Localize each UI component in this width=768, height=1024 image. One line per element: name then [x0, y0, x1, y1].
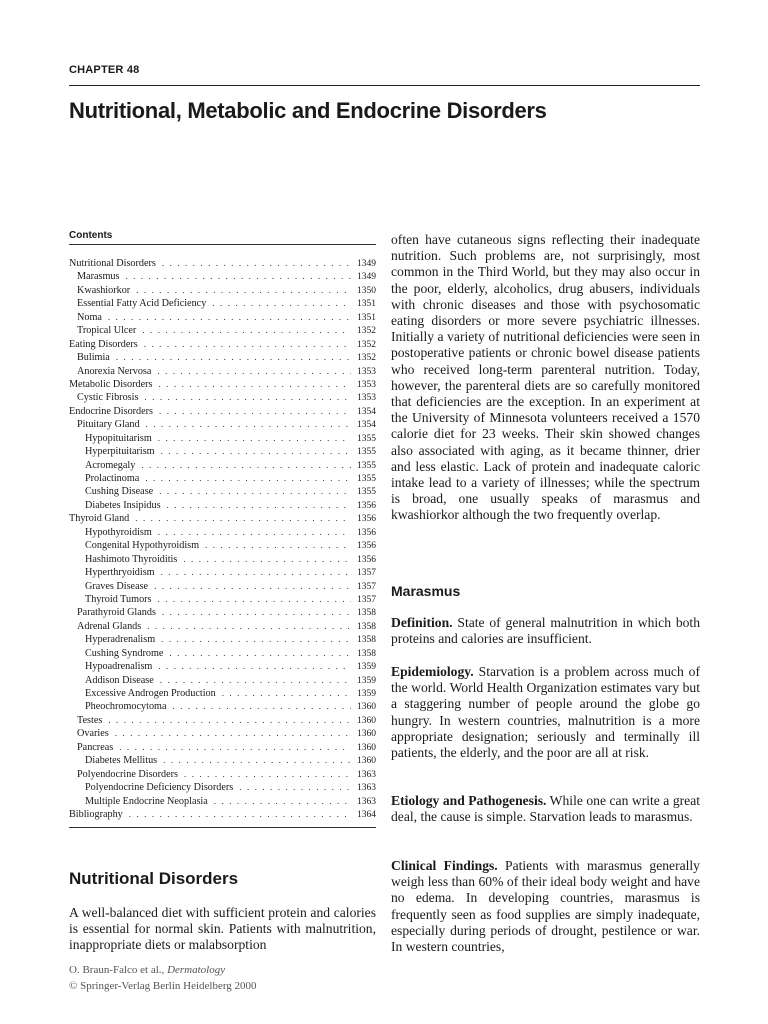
toc-leader-dots — [119, 741, 351, 754]
toc-leader-dots — [158, 593, 351, 606]
toc-entry-title: Noma — [77, 311, 102, 323]
toc-leader-dots — [172, 700, 351, 713]
toc-entry-title: Hyperpituitarism — [85, 446, 155, 458]
toc-entry-title: Kwashiorkor — [77, 284, 131, 296]
toc-entry-title: Hyperadrenalism — [85, 634, 156, 646]
toc-leader-dots — [129, 808, 351, 821]
toc-entry-title: Hypopituitarism — [85, 432, 152, 444]
toc-entry — [69, 459, 376, 472]
epidemiology-text: Starvation is a problem across much of the world. World Health Organization estimates vary but a staggering number of people around the globe go hungry. In western countries, malnutrition is a more appropriate designation; seriously and terminally ill patients, the elderly, and the poor are all at risk. — [391, 664, 700, 761]
toc-entry-page: 1354 — [357, 420, 376, 431]
toc-entry — [69, 257, 376, 270]
footer-authors: O. Braun-Falco et al., — [69, 964, 168, 976]
toc-bottom-rule — [69, 827, 376, 828]
toc-entry-page: 1359 — [357, 675, 376, 686]
toc-entry — [69, 539, 376, 552]
toc-leader-dots — [205, 539, 351, 552]
toc-entry — [69, 633, 376, 646]
toc-entry-page: 1355 — [357, 474, 376, 484]
toc-list — [69, 257, 376, 821]
toc-leader-dots — [162, 606, 351, 619]
toc-entry-page: 1363 — [357, 783, 376, 794]
toc-entry — [69, 768, 376, 781]
toc-entry-title: Metabolic Disorders — [69, 378, 153, 390]
chapter-rule — [69, 85, 700, 86]
toc-entry-page: 1356 — [357, 527, 376, 538]
toc-entry-title: Marasmus — [77, 271, 120, 283]
toc-entry-title: Graves Disease — [85, 580, 149, 592]
toc-entry-page: 1352 — [357, 339, 376, 350]
toc-leader-dots — [160, 674, 351, 687]
toc-leader-dots — [212, 297, 351, 310]
toc-entry — [69, 405, 376, 418]
toc-entry — [69, 754, 376, 767]
toc-entry — [69, 580, 376, 593]
toc-entry-page: 1360 — [357, 742, 376, 753]
toc-entry — [69, 647, 376, 660]
toc-entry — [69, 432, 376, 445]
toc-entry-title: Congenital Hypothyroidism — [85, 540, 200, 552]
toc-entry — [69, 620, 376, 633]
clinical-lead: Clinical Findings. — [391, 858, 498, 873]
toc-leader-dots — [163, 754, 351, 767]
toc-leader-dots — [144, 391, 351, 404]
toc-leader-dots — [184, 768, 351, 781]
toc-entry-page: 1358 — [357, 648, 376, 659]
toc-entry — [69, 351, 376, 364]
definition-text: State of general malnutrition in which both proteins and calories are insufficient. — [391, 615, 700, 647]
toc-entry-page: 1356 — [357, 500, 376, 511]
toc-entry — [69, 674, 376, 687]
page-footer — [69, 962, 257, 994]
footer-copyright: © Springer-Verlag Berlin Heidelberg 2000 — [69, 980, 257, 992]
toc-entry-page: 1356 — [357, 541, 376, 552]
toc-entry-page: 1351 — [357, 299, 376, 310]
toc-entry — [69, 311, 376, 324]
footer-citation — [69, 962, 257, 978]
toc-leader-dots — [125, 270, 351, 283]
toc-heading: Contents — [69, 230, 376, 245]
toc-leader-dots — [158, 660, 351, 673]
toc-entry-page: 1353 — [357, 366, 376, 377]
toc-entry-title: Polyendocrine Disorders — [77, 768, 179, 780]
toc-entry-title: Multiple Endocrine Neoplasia — [85, 795, 208, 807]
toc-entry — [69, 445, 376, 458]
toc-entry-page: 1363 — [357, 796, 376, 807]
toc-entry-title: Ovaries — [77, 728, 109, 740]
toc-entry-page: 1352 — [357, 326, 376, 337]
chapter-title: Nutritional, Metabolic and Endocrine Disorders — [69, 98, 547, 123]
toc-leader-dots — [158, 526, 351, 539]
toc-entry-title: Cystic Fibrosis — [77, 392, 139, 404]
toc-entry-page: 1356 — [357, 514, 376, 525]
toc-leader-dots — [214, 795, 351, 808]
toc-entry — [69, 472, 376, 485]
toc-entry-title: Cushing Syndrome — [85, 647, 164, 659]
toc-entry-page: 1355 — [357, 460, 376, 471]
toc-entry — [69, 714, 376, 727]
toc-entry — [69, 566, 376, 579]
chapter-label: CHAPTER 48 — [69, 64, 140, 76]
toc-entry-title: Polyendocrine Deficiency Disorders — [85, 782, 234, 794]
toc-entry — [69, 418, 376, 431]
toc-entry-title: Bibliography — [69, 808, 123, 820]
toc-leader-dots — [162, 257, 351, 270]
toc-entry — [69, 741, 376, 754]
toc-entry-title: Adrenal Glands — [77, 620, 142, 632]
toc-leader-dots — [136, 284, 351, 297]
toc-entry-page: 1360 — [357, 729, 376, 740]
footer-book-title: Dermatology — [167, 964, 226, 976]
toc-entry — [69, 687, 376, 700]
toc-entry-page: 1356 — [357, 554, 376, 565]
toc-entry-page: 1360 — [357, 756, 376, 767]
toc-leader-dots — [161, 445, 351, 458]
toc-entry-page: 1351 — [357, 312, 376, 323]
toc-entry-title: Cushing Disease — [85, 486, 154, 498]
toc-entry — [69, 606, 376, 619]
toc-leader-dots — [161, 633, 351, 646]
toc-entry — [69, 365, 376, 378]
toc-entry — [69, 297, 376, 310]
table-of-contents — [69, 230, 376, 828]
toc-entry-title: Eating Disorders — [69, 338, 138, 350]
toc-entry-page: 1358 — [357, 608, 376, 619]
toc-entry-title: Excessive Androgen Production — [85, 688, 216, 699]
toc-entry-page: 1363 — [357, 769, 376, 780]
toc-leader-dots — [147, 620, 351, 633]
toc-entry-page: 1360 — [357, 702, 376, 713]
toc-leader-dots — [158, 378, 351, 391]
toc-entry-title: Pheochromocytoma — [85, 701, 167, 713]
toc-entry-page: 1349 — [357, 272, 376, 283]
definition-paragraph — [391, 615, 700, 647]
toc-entry — [69, 324, 376, 337]
toc-leader-dots — [158, 432, 351, 445]
toc-entry-page: 1359 — [357, 689, 376, 699]
toc-leader-dots — [135, 512, 351, 525]
clinical-text: Patients with marasmus generally weigh less than 60% of their ideal body weight and have no edema. In developing countries, marasmus is frequently seen as food supplies are simply inadequate, especially during periods of drought, pestilence or war. In western countries, — [391, 858, 700, 955]
toc-entry — [69, 284, 376, 297]
toc-entry-title: Parathyroid Glands — [77, 607, 156, 619]
toc-entry-title: Bulimia — [77, 352, 110, 364]
toc-leader-dots — [141, 459, 351, 472]
etiology-paragraph — [391, 793, 700, 825]
toc-entry-title: Pituitary Gland — [77, 419, 140, 431]
toc-entry-title: Anorexia Nervosa — [77, 365, 152, 377]
toc-leader-dots — [108, 311, 351, 324]
toc-leader-dots — [146, 418, 351, 431]
toc-leader-dots — [108, 714, 351, 727]
toc-entry-title: Addison Disease — [85, 674, 154, 686]
toc-entry-title: Hyperthryoidism — [85, 567, 155, 579]
toc-entry-page: 1357 — [357, 581, 376, 592]
clinical-findings-paragraph — [391, 858, 700, 955]
toc-entry-page: 1349 — [357, 259, 376, 269]
toc-entry-page: 1353 — [357, 379, 376, 390]
toc-leader-dots — [159, 405, 351, 418]
toc-entry-page: 1355 — [357, 447, 376, 458]
toc-leader-dots — [159, 485, 351, 498]
toc-entry-page: 1358 — [357, 621, 376, 632]
toc-entry — [69, 700, 376, 713]
toc-entry-title: Tropical Ulcer — [77, 325, 137, 337]
toc-entry-page: 1360 — [357, 715, 376, 726]
epidemiology-paragraph — [391, 664, 700, 761]
toc-entry-page: 1350 — [357, 285, 376, 296]
toc-entry-page: 1358 — [357, 635, 376, 646]
toc-entry-title: Nutritional Disorders — [69, 258, 156, 269]
toc-entry-title: Hypoadrenalism — [85, 661, 153, 673]
etiology-text: While one can write a great deal, the cause is simple. Starvation leads to marasmus. — [391, 793, 701, 825]
toc-entry — [69, 485, 376, 498]
toc-entry-page: 1355 — [357, 487, 376, 498]
toc-entry-title: Diabetes Mellitus — [85, 755, 158, 767]
section-heading-nutritional-disorders: Nutritional Disorders — [69, 869, 239, 888]
toc-entry — [69, 727, 376, 740]
toc-entry — [69, 660, 376, 673]
toc-entry-title: Prolactinoma — [85, 473, 140, 484]
toc-leader-dots — [145, 472, 351, 485]
section-heading-marasmus: Marasmus — [391, 583, 461, 599]
toc-entry — [69, 378, 376, 391]
toc-entry-title: Testes — [77, 714, 103, 726]
toc-entry-page: 1352 — [357, 353, 376, 364]
toc-entry — [69, 526, 376, 539]
toc-entry-page: 1355 — [357, 433, 376, 444]
toc-entry-title: Thyroid Gland — [69, 513, 130, 525]
toc-entry-title: Thyroid Tumors — [85, 593, 152, 605]
toc-leader-dots — [115, 727, 351, 740]
toc-leader-dots — [116, 351, 351, 364]
toc-entry — [69, 808, 376, 821]
toc-leader-dots — [169, 647, 351, 660]
toc-leader-dots — [161, 566, 351, 579]
toc-entry-page: 1354 — [357, 406, 376, 417]
toc-entry — [69, 270, 376, 283]
toc-entry-page: 1353 — [357, 393, 376, 404]
toc-entry — [69, 781, 376, 794]
toc-leader-dots — [239, 781, 351, 794]
toc-entry-title: Essential Fatty Acid Deficiency — [77, 298, 207, 310]
toc-entry-title: Pancreas — [77, 741, 114, 753]
intro-paragraph-right: often have cutaneous signs reflecting their inadequate nutrition. Such problems are, not surprisingly, most common in the Third World, but they may also occur in the poor, elderly, alcoholics, drug abusers, individuals with chronic diseases and those with psychosomatic eating disorders or more severe psychiatric illnesses. Initially a variety of nutritional deficiencies were seen in postoperative patients or chronic bowel disease patients who received long-term parenteral nutrition. Today, however, the parenteral diets are so carefully monitored that deficiencies are the exception. In an experiment at the University of Minnesota volunteers received a 1570 calorie diet for 23 weeks. Their skin showed changes also associated with aging, as it became thinner, drier and less elastic. Lack of protein and inadequate caloric intake lead to a variety of illnesses; while the spectrum is broad, one usually speaks of marasmus and kwashiorkor although the two frequently overlap. — [391, 232, 700, 523]
toc-leader-dots — [157, 365, 351, 378]
definition-lead: Definition. — [391, 615, 453, 630]
intro-paragraph-left: A well-balanced diet with sufficient protein and calories is essential for normal skin. Patients with malnutrition, inappropriate diets or malabsorption — [69, 905, 376, 953]
toc-entry — [69, 499, 376, 512]
toc-entry — [69, 338, 376, 351]
toc-entry-title: Endocrine Disorders — [69, 405, 154, 417]
toc-entry-title: Acromegaly — [85, 459, 136, 471]
toc-entry — [69, 593, 376, 606]
toc-leader-dots — [154, 580, 351, 593]
toc-entry-title: Diabetes Insipidus — [85, 499, 161, 511]
etiology-lead: Etiology and Pathogenesis. — [391, 793, 547, 808]
toc-entry — [69, 795, 376, 808]
toc-entry — [69, 512, 376, 525]
toc-entry — [69, 553, 376, 566]
toc-leader-dots — [167, 499, 351, 512]
toc-entry — [69, 391, 376, 404]
toc-leader-dots — [222, 687, 351, 700]
toc-entry-title: Hashimoto Thyroiditis — [85, 553, 178, 565]
toc-leader-dots — [144, 338, 351, 351]
toc-leader-dots — [183, 553, 351, 566]
toc-entry-page: 1359 — [357, 662, 376, 673]
toc-entry-page: 1364 — [357, 809, 376, 820]
toc-entry-title: Hypothyroidism — [85, 526, 152, 538]
toc-entry-page: 1357 — [357, 594, 376, 605]
toc-leader-dots — [142, 324, 351, 337]
toc-entry-page: 1357 — [357, 568, 376, 579]
epidemiology-lead: Epidemiology. — [391, 664, 474, 679]
